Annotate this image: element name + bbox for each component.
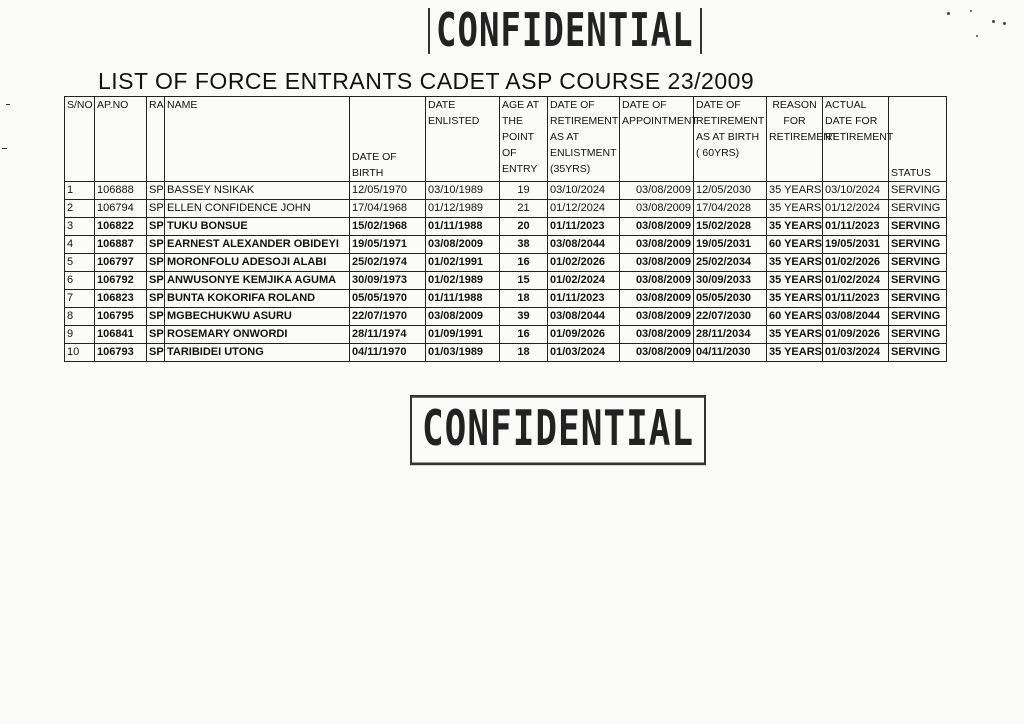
cell-reason: 35 YEARS	[767, 344, 823, 362]
col-header-sno: S/NO	[65, 97, 95, 182]
cell-apno: 106795	[95, 308, 147, 326]
cell-apno: 106887	[95, 236, 147, 254]
cell-reason: 35 YEARS	[767, 326, 823, 344]
cell-actual: 03/10/2024	[823, 182, 889, 200]
cell-appoint: 03/08/2009	[620, 218, 694, 236]
cell-name: MGBECHUKWU ASURU	[165, 308, 350, 326]
scan-speck	[1003, 22, 1006, 25]
cell-enlisted: 03/08/2009	[426, 236, 500, 254]
cell-sno: 10	[65, 344, 95, 362]
col-header-reason: REASON FOR RETIREMENT	[767, 97, 823, 182]
cell-apno: 106794	[95, 200, 147, 218]
cell-status: SERVING	[889, 218, 947, 236]
scan-mark	[2, 148, 7, 149]
cell-ret-birth: 15/02/2028	[694, 218, 767, 236]
cell-appoint: 03/08/2009	[620, 308, 694, 326]
cell-sno: 1	[65, 182, 95, 200]
cell-appoint: 03/08/2009	[620, 290, 694, 308]
cell-dob: 30/09/1973	[350, 272, 426, 290]
cell-rank: SP	[147, 218, 165, 236]
cell-ret-birth: 25/02/2034	[694, 254, 767, 272]
cell-dob: 22/07/1970	[350, 308, 426, 326]
cell-actual: 01/02/2026	[823, 254, 889, 272]
cell-enlisted: 03/08/2009	[426, 308, 500, 326]
col-header-actual: ACTUAL DATE FOR RETIREMENT	[823, 97, 889, 182]
cell-sno: 2	[65, 200, 95, 218]
cell-ret-enlist: 01/11/2023	[548, 290, 620, 308]
cell-rank: SP	[147, 272, 165, 290]
col-header-ret-birth: DATE OF RETIREMENT AS AT BIRTH ( 60YRS)	[694, 97, 767, 182]
cell-name: EARNEST ALEXANDER OBIDEYI	[165, 236, 350, 254]
cell-age: 19	[500, 182, 548, 200]
cell-age: 18	[500, 290, 548, 308]
cell-ret-birth: 05/05/2030	[694, 290, 767, 308]
cell-dob: 19/05/1971	[350, 236, 426, 254]
cell-rank: SP	[147, 236, 165, 254]
cell-reason: 60 YEARS	[767, 236, 823, 254]
cell-reason: 35 YEARS	[767, 254, 823, 272]
cell-ret-birth: 12/05/2030	[694, 182, 767, 200]
cell-dob: 25/02/1974	[350, 254, 426, 272]
cell-status: SERVING	[889, 326, 947, 344]
col-header-enlisted: DATE ENLISTED	[426, 97, 500, 182]
cell-ret-enlist: 01/09/2026	[548, 326, 620, 344]
cell-appoint: 03/08/2009	[620, 326, 694, 344]
cell-status: SERVING	[889, 254, 947, 272]
cell-apno: 106888	[95, 182, 147, 200]
cell-dob: 17/04/1968	[350, 200, 426, 218]
cell-name: TARIBIDEI UTONG	[165, 344, 350, 362]
col-header-age: AGE AT THE POINT OF ENTRY	[500, 97, 548, 182]
cell-rank: SP	[147, 308, 165, 326]
cell-age: 18	[500, 344, 548, 362]
col-header-apno: AP.NO	[95, 97, 147, 182]
cell-age: 16	[500, 254, 548, 272]
cell-status: SERVING	[889, 290, 947, 308]
cell-sno: 7	[65, 290, 95, 308]
document-title: LIST OF FORCE ENTRANTS CADET ASP COURSE 23/2009	[98, 68, 755, 94]
cell-reason: 35 YEARS	[767, 290, 823, 308]
cell-appoint: 03/08/2009	[620, 200, 694, 218]
cell-status: SERVING	[889, 182, 947, 200]
cell-reason: 35 YEARS	[767, 182, 823, 200]
cell-reason: 35 YEARS	[767, 218, 823, 236]
cell-apno: 106823	[95, 290, 147, 308]
cell-actual: 03/08/2044	[823, 308, 889, 326]
cell-sno: 4	[65, 236, 95, 254]
cell-actual: 01/11/2023	[823, 218, 889, 236]
cell-apno: 106792	[95, 272, 147, 290]
cell-ret-birth: 19/05/2031	[694, 236, 767, 254]
cell-apno: 106797	[95, 254, 147, 272]
confidential-stamp-bottom: CONFIDENTIAL	[410, 395, 706, 465]
cell-ret-birth: 22/07/2030	[694, 308, 767, 326]
cell-sno: 9	[65, 326, 95, 344]
table-row	[65, 236, 947, 254]
col-header-status: STATUS	[889, 97, 947, 182]
cell-rank: SP	[147, 254, 165, 272]
cell-name: MORONFOLU ADESOJI ALABI	[165, 254, 350, 272]
cell-ret-birth: 17/04/2028	[694, 200, 767, 218]
cell-enlisted: 01/02/1989	[426, 272, 500, 290]
cell-age: 20	[500, 218, 548, 236]
cell-ret-birth: 04/11/2030	[694, 344, 767, 362]
cell-enlisted: 01/12/1989	[426, 200, 500, 218]
cell-enlisted: 01/11/1988	[426, 218, 500, 236]
cell-age: 21	[500, 200, 548, 218]
cell-ret-enlist: 01/12/2024	[548, 200, 620, 218]
cell-status: SERVING	[889, 272, 947, 290]
cell-status: SERVING	[889, 308, 947, 326]
cell-apno: 106822	[95, 218, 147, 236]
table-row	[65, 254, 947, 272]
cell-ret-birth: 30/09/2033	[694, 272, 767, 290]
table-row	[65, 290, 947, 308]
cell-enlisted: 01/03/1989	[426, 344, 500, 362]
table-row	[65, 344, 947, 362]
cell-enlisted: 03/10/1989	[426, 182, 500, 200]
cell-ret-enlist: 03/08/2044	[548, 236, 620, 254]
cell-rank: SP	[147, 326, 165, 344]
cell-sno: 8	[65, 308, 95, 326]
cell-actual: 01/11/2023	[823, 290, 889, 308]
cell-status: SERVING	[889, 236, 947, 254]
table-row	[65, 200, 947, 218]
confidential-stamp-top: CONFIDENTIAL	[428, 8, 702, 54]
cell-dob: 04/11/1970	[350, 344, 426, 362]
cell-rank: SP	[147, 344, 165, 362]
cell-ret-enlist: 01/11/2023	[548, 218, 620, 236]
cell-appoint: 03/08/2009	[620, 236, 694, 254]
cell-appoint: 03/08/2009	[620, 182, 694, 200]
cell-ret-enlist: 03/08/2044	[548, 308, 620, 326]
col-header-dob: DATE OF BIRTH	[350, 97, 426, 182]
cell-name: BUNTA KOKORIFA ROLAND	[165, 290, 350, 308]
col-header-rank: RA	[147, 97, 165, 182]
cell-rank: SP	[147, 182, 165, 200]
cell-sno: 3	[65, 218, 95, 236]
cell-dob: 05/05/1970	[350, 290, 426, 308]
cell-ret-enlist: 03/10/2024	[548, 182, 620, 200]
table-row	[65, 326, 947, 344]
cell-rank: SP	[147, 290, 165, 308]
cell-apno: 106841	[95, 326, 147, 344]
cell-ret-enlist: 01/03/2024	[548, 344, 620, 362]
scan-mark	[6, 104, 10, 105]
cell-actual: 19/05/2031	[823, 236, 889, 254]
cell-reason: 35 YEARS	[767, 272, 823, 290]
col-header-ret-enlist: DATE OF RETIREMENT AS AT ENLISTMENT (35YRS)	[548, 97, 620, 182]
cell-enlisted: 01/11/1988	[426, 290, 500, 308]
cell-age: 15	[500, 272, 548, 290]
cell-enlisted: 01/02/1991	[426, 254, 500, 272]
cell-ret-enlist: 01/02/2026	[548, 254, 620, 272]
cell-actual: 01/12/2024	[823, 200, 889, 218]
cell-appoint: 03/08/2009	[620, 344, 694, 362]
cell-age: 38	[500, 236, 548, 254]
cell-ret-birth: 28/11/2034	[694, 326, 767, 344]
cell-name: ROSEMARY ONWORDI	[165, 326, 350, 344]
cell-actual: 01/09/2026	[823, 326, 889, 344]
cell-status: SERVING	[889, 344, 947, 362]
scan-speck	[970, 10, 972, 12]
cell-age: 39	[500, 308, 548, 326]
table-row	[65, 218, 947, 236]
table-row	[65, 308, 947, 326]
header-row	[65, 97, 947, 182]
col-header-appoint: DATE OF APPOINTMENT	[620, 97, 694, 182]
scan-speck	[992, 20, 995, 23]
cell-appoint: 03/08/2009	[620, 272, 694, 290]
cell-enlisted: 01/09/1991	[426, 326, 500, 344]
cell-appoint: 03/08/2009	[620, 254, 694, 272]
scan-speck	[976, 35, 978, 37]
cell-name: ELLEN CONFIDENCE JOHN	[165, 200, 350, 218]
cell-dob: 12/05/1970	[350, 182, 426, 200]
cell-actual: 01/02/2024	[823, 272, 889, 290]
cell-reason: 60 YEARS	[767, 308, 823, 326]
table-row	[65, 182, 947, 200]
cell-name: TUKU BONSUE	[165, 218, 350, 236]
table-row	[65, 272, 947, 290]
cell-status: SERVING	[889, 200, 947, 218]
cell-dob: 28/11/1974	[350, 326, 426, 344]
cell-sno: 6	[65, 272, 95, 290]
cell-name: ANWUSONYE KEMJIKA AGUMA	[165, 272, 350, 290]
cell-apno: 106793	[95, 344, 147, 362]
cell-age: 16	[500, 326, 548, 344]
cell-name: BASSEY NSIKAK	[165, 182, 350, 200]
cell-sno: 5	[65, 254, 95, 272]
cell-reason: 35 YEARS	[767, 200, 823, 218]
cell-rank: SP	[147, 200, 165, 218]
cell-ret-enlist: 01/02/2024	[548, 272, 620, 290]
cell-actual: 01/03/2024	[823, 344, 889, 362]
cell-dob: 15/02/1968	[350, 218, 426, 236]
entrants-table	[64, 96, 947, 362]
col-header-name: NAME	[165, 97, 350, 182]
scan-speck	[947, 12, 950, 15]
